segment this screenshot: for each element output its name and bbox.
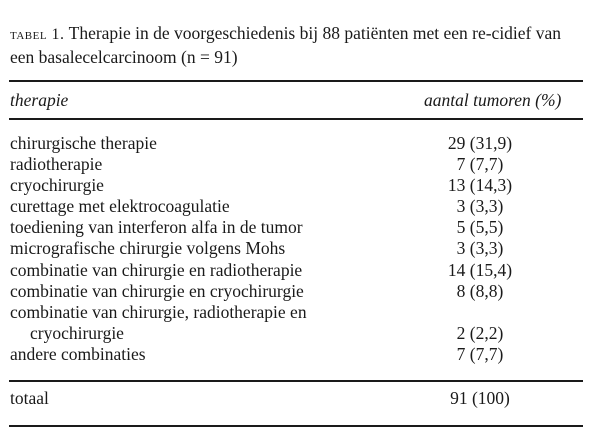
bottom-rule: [9, 425, 583, 427]
row-therapy: micrografische chirurgie volgens Mohs: [10, 238, 286, 258]
row-therapy-line2: cryochirurgie: [30, 323, 124, 343]
row-count: 29 (31,9): [447, 133, 513, 153]
row-count: 3 (3,3): [456, 196, 504, 216]
table-row: [10, 238, 585, 259]
row-therapy: combinatie van chirurgie en radiotherapie: [10, 260, 303, 280]
table-row: [10, 175, 585, 196]
row-therapy: combinatie van chirurgie en cryochirurgie: [10, 281, 304, 301]
header-rule: [9, 118, 583, 120]
row-count: 8 (8,8): [456, 281, 504, 301]
total-row: [10, 388, 585, 409]
table-row: [10, 302, 585, 344]
table-label: tabel 1.: [10, 26, 65, 43]
row-count: 7 (7,7): [456, 154, 504, 174]
row-therapy: cryochirurgie: [10, 175, 104, 195]
total-count: 91 (100): [450, 388, 510, 408]
table-caption: [10, 22, 585, 68]
row-therapy: radiotherapie: [10, 154, 103, 174]
top-rule: [9, 80, 583, 82]
row-count: 5 (5,5): [456, 217, 504, 237]
row-therapy: curettage met elektrocoagulatie: [10, 196, 230, 216]
table-row: [10, 154, 585, 175]
total-label: totaal: [10, 388, 49, 408]
table-caption-text: Therapie in de voorgeschiedenis bij 88 patiënten met een re-cidief van een basalecelcarcinoom (n = 91): [10, 23, 562, 67]
table-row: [10, 344, 585, 365]
row-count: 3 (3,3): [456, 238, 504, 258]
row-count: 7 (7,7): [456, 344, 504, 364]
row-therapy-line1: combinatie van chirurgie, radiotherapie en: [10, 302, 307, 322]
row-count: 2 (2,2): [456, 323, 504, 343]
row-therapy: andere combinaties: [10, 344, 146, 364]
total-rule: [9, 380, 583, 382]
table-row: [10, 281, 585, 302]
row-therapy: [10, 302, 307, 344]
table-row: [10, 260, 585, 281]
column-header-aantal-tumoren: aantal tumoren (%): [424, 90, 562, 110]
table-row: [10, 196, 585, 217]
row-therapy: toediening van interferon alfa in de tumor: [10, 217, 303, 237]
column-header-therapie: therapie: [10, 90, 69, 110]
table-row: [10, 133, 585, 154]
row-count: 13 (14,3): [447, 175, 513, 195]
table-row: [10, 217, 585, 238]
row-count: 14 (15,4): [447, 260, 513, 280]
row-therapy: chirurgische therapie: [10, 133, 157, 153]
